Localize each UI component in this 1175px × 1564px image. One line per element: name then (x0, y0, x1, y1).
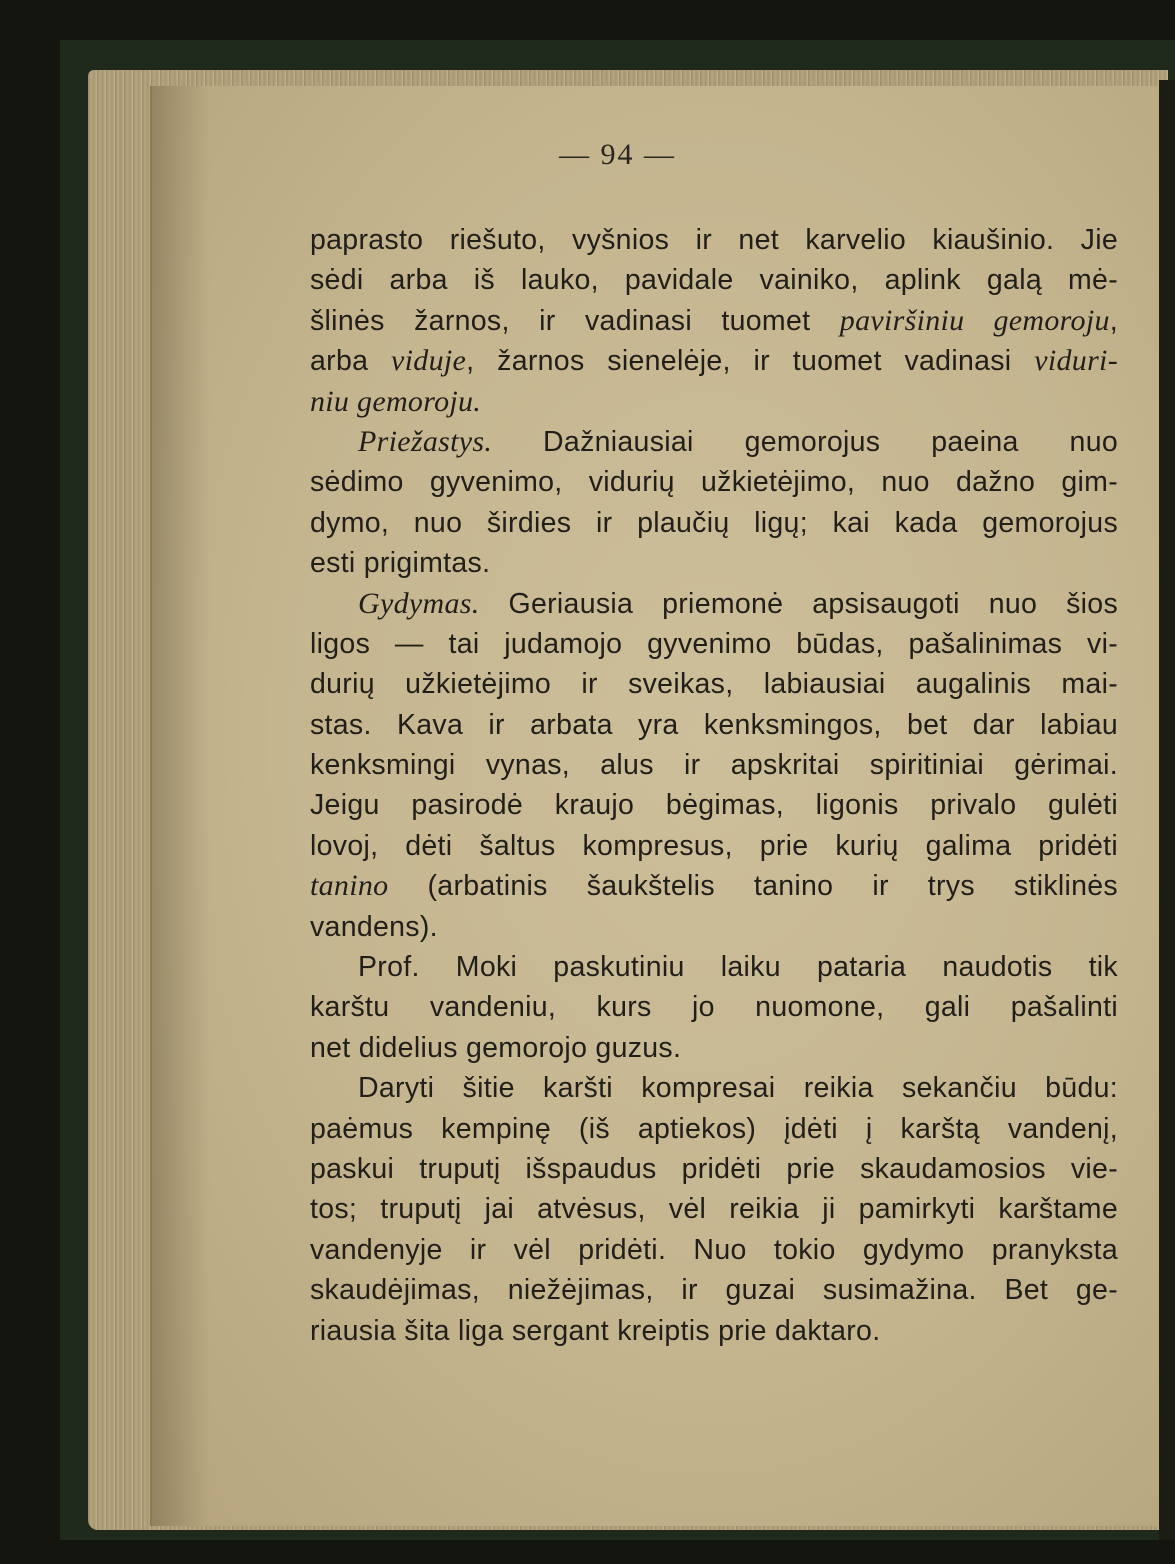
italic-text: Gydymas. (358, 586, 480, 620)
italic-text: niu gemoroju. (310, 384, 482, 418)
text-line (310, 260, 1118, 300)
text-segment: (arbatinis šaukštelis tanino ir trys stiklinės (388, 870, 1118, 903)
text-line (310, 584, 1118, 624)
text-line (310, 1068, 1118, 1108)
text-line (310, 1189, 1118, 1229)
text-segment: durių užkietėjimo ir sveikas, labiausiai augalinis mai- (310, 668, 1118, 701)
text-line (310, 745, 1118, 785)
italic-text: tanino (310, 869, 389, 903)
text-segment: vandenyje ir vėl pridėti. Nuo tokio gydymo pranyksta (310, 1233, 1118, 1266)
text-segment: esti prigimtas. (310, 547, 491, 580)
text-segment: lovoj, dėti šaltus kompresus, prie kurių galima pridėti (310, 829, 1118, 862)
text-line (310, 987, 1118, 1027)
text-segment: tos; truputį jai atvėsus, vėl reikia ji pamirkyti karštame (310, 1193, 1118, 1226)
text-segment: kenksmingi vynas, alus ir apskritai spiritiniai gėrimai. (310, 749, 1118, 782)
text-segment: vandens). (310, 910, 438, 943)
text-segment: stas. Kava ir arbata yra kenksmingos, bet dar labiau (310, 708, 1118, 741)
text-segment: paskui truputį išspaudus pridėti prie skaudamosios vie- (310, 1152, 1118, 1185)
text-line (310, 1230, 1118, 1270)
text-segment: , žarnos sienelėje, ir tuomet vadinasi (466, 345, 1035, 378)
text-line (310, 1270, 1118, 1310)
text-segment: sėdimo gyvenimo, vidurių užkietėjimo, nuo dažno gim- (310, 466, 1118, 499)
text-segment: ligos — tai judamojo gyvenimo būdas, pašalinimas vi- (310, 627, 1118, 660)
text-line (310, 543, 1118, 583)
spine-shadow (150, 86, 210, 1526)
text-line (310, 422, 1118, 462)
text-line (310, 301, 1118, 341)
text-line (310, 220, 1118, 260)
text-segment: Daryti šitie karšti kompresai reikia sekančiu būdu: (358, 1072, 1118, 1105)
text-line (310, 785, 1118, 825)
text-segment: Dažniausiai gemorojus paeina nuo (492, 425, 1118, 458)
text-line (310, 907, 1118, 947)
text-line (310, 947, 1118, 987)
text-line (310, 866, 1118, 906)
text-line (310, 1109, 1118, 1149)
text-line (310, 1028, 1118, 1068)
text-line (310, 382, 1118, 422)
italic-text: viduri- (1034, 344, 1118, 378)
text-line (310, 1149, 1118, 1189)
text-segment: sėdi arba iš lauko, pavidale vainiko, aplink galą mė- (310, 264, 1118, 297)
text-line (310, 503, 1118, 543)
text-segment: karštu vandeniu, kurs jo nuomone, gali pašalinti (310, 991, 1118, 1024)
text-line (310, 826, 1118, 866)
text-segment: Geriausia priemonė apsisaugoti nuo šios (479, 587, 1118, 620)
book-edge (1159, 80, 1175, 1540)
text-segment: Jeigu pasirodė kraujo bėgimas, ligonis privalo gulėti (310, 789, 1118, 822)
text-line (310, 624, 1118, 664)
text-segment: paprasto riešuto, vyšnios ir net karvelio kiaušinio. Jie (310, 224, 1118, 256)
text-line (310, 705, 1118, 745)
text-segment: skaudėjimas, niežėjimas, ir guzai susimažina. Bet ge- (310, 1274, 1118, 1307)
italic-text: paviršiniu gemoroju (839, 303, 1110, 337)
text-segment: Prof. Moki paskutiniu laiku pataria naudotis tik (358, 951, 1118, 984)
text-segment: riausia šita liga sergant kreiptis prie daktaro. (310, 1314, 881, 1347)
text-line (310, 462, 1118, 502)
text-segment: net didelius gemorojo guzus. (310, 1031, 682, 1064)
text-segment: šlinės žarnos, ir vadinasi tuomet (310, 304, 840, 337)
italic-text: viduje (391, 344, 467, 378)
text-line (310, 664, 1118, 704)
text-line (310, 341, 1118, 381)
text-segment: arba (310, 345, 392, 378)
italic-text: Priežastys. (358, 424, 493, 458)
page-number: — 94 — (559, 138, 676, 171)
body-text (310, 220, 1118, 1351)
text-segment: paėmus kempinę (iš aptiekos) įdėti į karštą vandenį, (310, 1112, 1118, 1145)
text-line (310, 1311, 1118, 1351)
text-segment: , (1109, 304, 1118, 337)
text-segment: dymo, nuo širdies ir plaučių ligų; kai kada gemorojus (310, 506, 1118, 539)
